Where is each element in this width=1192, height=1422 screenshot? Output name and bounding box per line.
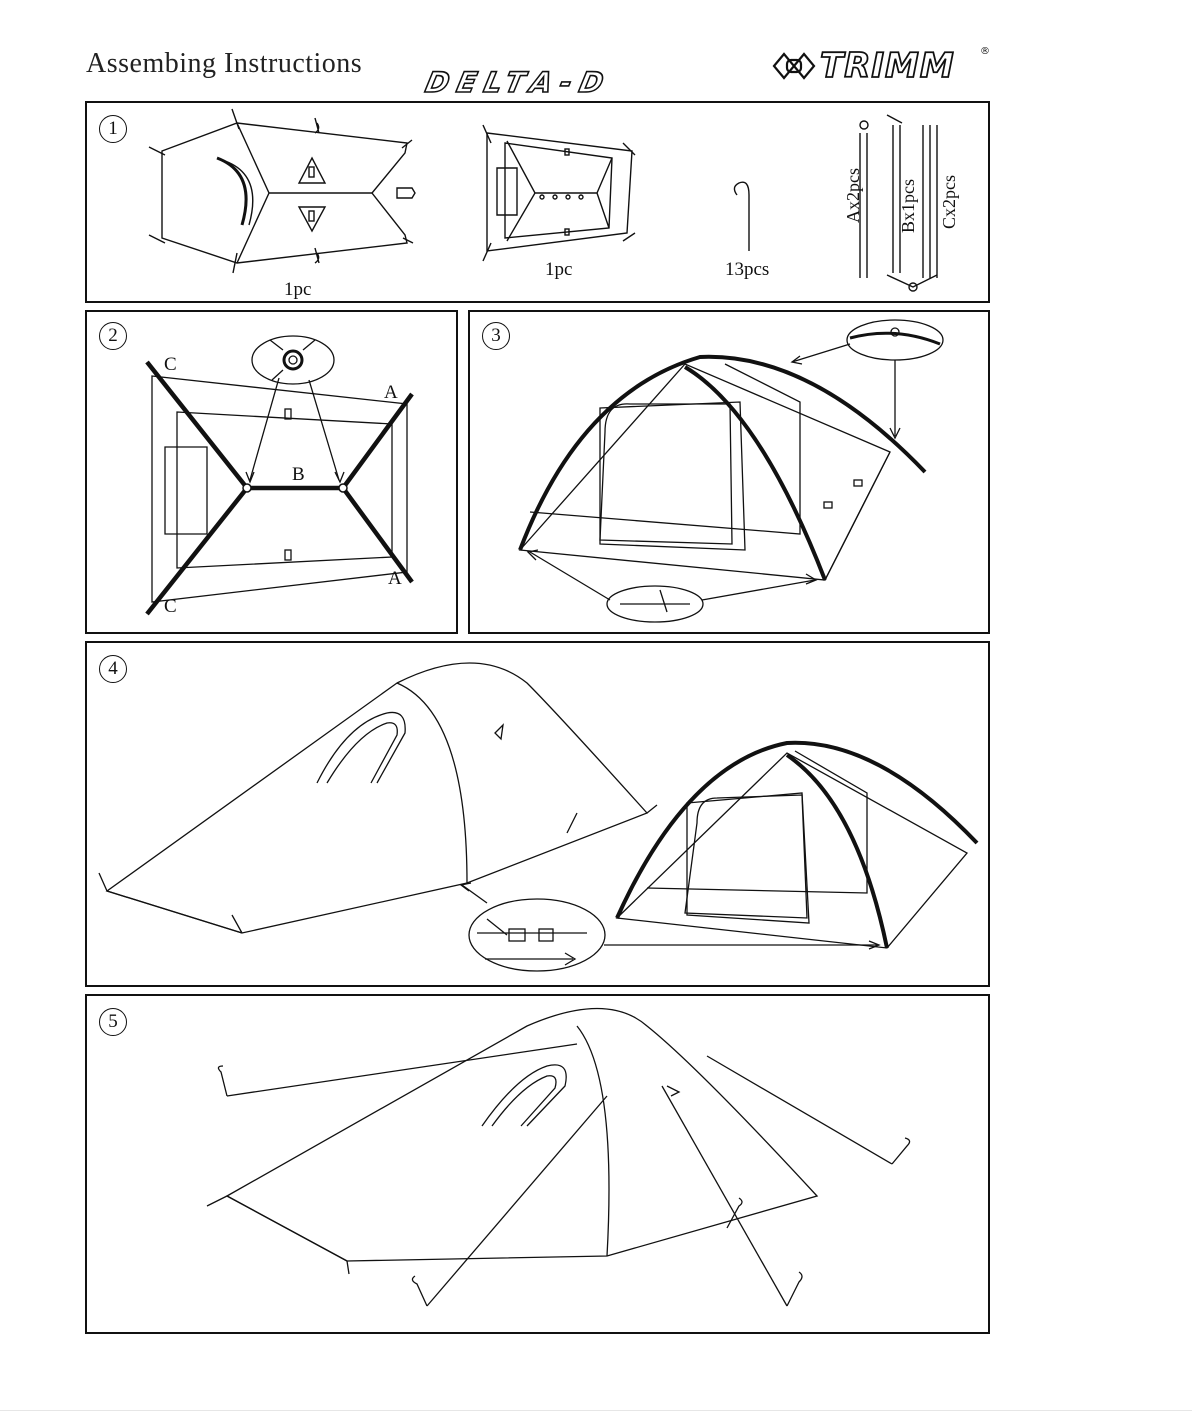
step-5-panel [85, 994, 990, 1334]
step-number: 2 [99, 322, 127, 350]
step-1-panel [85, 101, 990, 303]
registered-mark: ® [980, 46, 990, 57]
guy-line-illustration [87, 996, 992, 1336]
pole-label-a-top: A [384, 382, 398, 403]
tent-peg-icon [734, 182, 749, 251]
step-3-panel [468, 310, 990, 634]
part-2-label: 1pc [545, 259, 573, 280]
model-name: DELTA-D [422, 66, 615, 99]
pole-label-a-bottom: A [388, 568, 402, 589]
page-bottom-rule [0, 1410, 1192, 1411]
step-number: 3 [482, 322, 510, 350]
step-number: 1 [99, 115, 127, 143]
pole-label-b: B [292, 464, 305, 485]
brand-name: TRIMM [820, 46, 955, 86]
inner-tent-assembly-illustration [470, 312, 992, 636]
tent-floor-diagram [149, 109, 415, 273]
part-6-label: Cx2pcs [939, 175, 959, 229]
brand-mark-icon [770, 46, 822, 86]
brand-logo [770, 46, 994, 86]
part-4-label: Ax2pcs [843, 168, 863, 223]
step-number: 4 [99, 655, 127, 683]
flysheet-attach-illustration [87, 643, 992, 989]
step-number: 5 [99, 1008, 127, 1036]
inner-tent-diagram [483, 125, 635, 261]
part-5-label: Bx1pcs [898, 179, 918, 233]
pole-layout-illustration [87, 312, 460, 636]
part-3-label: 13pcs [725, 259, 770, 280]
part-1-label: 1pc [284, 279, 312, 300]
step-4-panel [85, 641, 990, 987]
step-2-panel [85, 310, 458, 634]
pole-label-c-top: C [164, 354, 177, 375]
pole-label-c-bottom: C [164, 596, 177, 617]
page-title: Assembing Instructions [86, 48, 363, 79]
